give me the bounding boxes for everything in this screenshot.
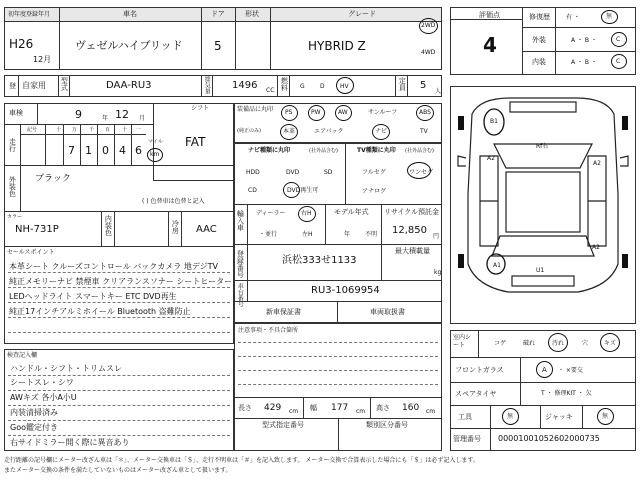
diag-a1: A1 xyxy=(493,262,501,269)
rating-divider xyxy=(522,7,523,75)
height: 160 xyxy=(402,403,420,413)
import-div3 xyxy=(381,204,382,245)
inspection-year-unit: 年 xyxy=(102,115,109,122)
mileage-div xyxy=(20,124,21,166)
exterior-color: ブラック xyxy=(35,174,71,184)
insp-rule-3 xyxy=(8,405,230,406)
m-div6 xyxy=(131,124,132,166)
door-label: ドア xyxy=(211,10,225,18)
shape-label: 形状 xyxy=(245,10,259,18)
exterior-color-label: 外装色 xyxy=(8,176,17,197)
mgmt-div xyxy=(490,428,491,451)
rating-row2 xyxy=(522,51,636,52)
notes-rule-1 xyxy=(238,342,438,343)
equip-airbag: エアバック xyxy=(314,128,344,135)
class-number-label: 類別区分番号 xyxy=(366,421,408,429)
rear-window xyxy=(492,236,594,256)
interior-sel: C xyxy=(616,58,621,65)
height-label: 高さ xyxy=(376,404,390,412)
interior-color-label: 内装色 xyxy=(104,215,113,236)
digit-2: 0 xyxy=(102,144,109,157)
tv-fullseg: フルセグ xyxy=(362,169,386,176)
inspection-month-unit: 月 xyxy=(139,115,146,122)
tv-analog: アナログ xyxy=(362,188,387,195)
doors: 5 xyxy=(214,39,222,53)
mgmt-label: 管理番号 xyxy=(453,435,481,443)
recycle-label: リサイクル預託金 xyxy=(384,208,440,216)
insp-rule-1 xyxy=(8,375,230,376)
inspection-month: 12 xyxy=(115,108,129,121)
equip-abs: ABS xyxy=(419,109,431,116)
place-4: 十 xyxy=(122,127,128,133)
glass-label: フロントガラス xyxy=(455,366,504,374)
sales-line-3: 純正17インチアルミホイール Bluetooth 盗難防止 xyxy=(9,307,191,316)
cc-div2 xyxy=(114,211,115,247)
shift: FAT xyxy=(185,135,206,149)
recycle-unit: 円 xyxy=(433,233,440,240)
digit-3: 4 xyxy=(119,144,126,157)
wheel-rr xyxy=(622,254,628,268)
place-3: 百 xyxy=(105,127,111,133)
rating-inner-divider xyxy=(555,7,556,75)
disp-label: 排気量 xyxy=(203,76,211,94)
sales-rule-2 xyxy=(8,287,230,288)
plate-label: 登録番号 xyxy=(236,250,245,278)
interior-opts: A ・ B ・ xyxy=(571,59,597,66)
equipment-label: 装備品に丸印 xyxy=(237,106,274,113)
ext-div xyxy=(20,165,21,212)
jack-div xyxy=(540,405,541,429)
wheel-rl xyxy=(458,254,464,268)
model-year-label: モデル年式 xyxy=(334,208,369,216)
row2-div4 xyxy=(212,75,213,97)
reg-month: 12月 xyxy=(33,55,52,64)
sales-rule-3 xyxy=(8,302,230,303)
glass-div xyxy=(520,357,521,383)
import-right-h: 右H xyxy=(301,210,312,217)
insp-div xyxy=(37,103,38,125)
drive-2wd: 2WD xyxy=(421,22,436,29)
cc-div4 xyxy=(181,211,182,247)
max-load-kg: kg xyxy=(434,269,442,276)
jack-label: ジャッキ xyxy=(545,413,573,421)
notes-rule-2 xyxy=(238,356,438,357)
import-left-h: 左H xyxy=(302,231,313,238)
rating-row1 xyxy=(522,27,636,28)
chassis-value: RU3-1069954 xyxy=(311,285,380,296)
cc-div1 xyxy=(101,211,102,247)
sales-line-1: 純正メモリーナビ 禁煙車 クリアランスソナー シートヒーター xyxy=(9,277,233,286)
ac: AAC xyxy=(196,224,217,235)
is-scratch: キズ xyxy=(604,340,616,347)
m-div5 xyxy=(114,124,115,166)
diag-rf: Rf右 xyxy=(536,143,549,150)
plate-div2 xyxy=(381,244,382,281)
width-label: 幅 xyxy=(310,404,317,412)
equip-tv: TV xyxy=(420,128,428,135)
cc-unit: CC xyxy=(266,87,275,94)
recycle-value: 12,850 xyxy=(392,225,427,236)
fuel-g: G xyxy=(300,83,305,90)
inspector-label: 検査記入欄 xyxy=(7,352,38,359)
capacity: 5 xyxy=(420,80,427,91)
place-1: 万 xyxy=(72,127,78,133)
navi-hdd: HDD xyxy=(246,169,260,176)
left-mirror xyxy=(458,156,466,166)
inspector-line-3: 内装清掃済み xyxy=(10,408,58,417)
navi-cd: CD xyxy=(248,187,257,194)
plate-value: 浜松333せ1133 xyxy=(282,255,357,266)
repair-label: 修復歴 xyxy=(529,13,550,21)
repair-sel: 無 xyxy=(606,13,613,20)
displacement: 1496 xyxy=(232,80,258,91)
exterior-sel: C xyxy=(616,36,621,43)
sales-point-label: セールスポイント xyxy=(7,249,55,256)
row2-div0 xyxy=(18,75,19,97)
chassis-label: 車台番号 xyxy=(236,283,244,307)
notes-rule-3 xyxy=(238,370,438,371)
import-dealer: ディーラー xyxy=(256,210,286,217)
insp-rule-5 xyxy=(8,435,230,436)
grade: HYBRID Z xyxy=(308,39,366,53)
digit-1: 1 xyxy=(85,144,92,157)
spare-label: スペアタイヤ xyxy=(455,390,497,398)
mileage-label: 走行 xyxy=(8,138,17,152)
length: 429 xyxy=(264,403,282,413)
navi-type-label: ナビ種類に丸印 xyxy=(248,147,291,154)
color-code-label: カラー xyxy=(7,214,23,220)
model-year-unit: 年 xyxy=(344,231,351,238)
right-mirror xyxy=(620,156,628,166)
model-year-unknown: 不明 xyxy=(365,231,378,238)
row2-div6 xyxy=(289,75,290,97)
digit-4: 6 xyxy=(135,144,142,157)
fuel-d: D xyxy=(320,83,325,90)
sales-line-2: LEDヘッドライト スマートキー ETC DVD再生 xyxy=(9,292,177,301)
is-hole: 穴 xyxy=(582,340,589,347)
sales-rule-4 xyxy=(8,317,230,318)
insp-rule-2 xyxy=(8,390,230,391)
navi-dvd: DVD xyxy=(286,169,300,176)
fuel-sel: HV xyxy=(340,83,349,90)
roof xyxy=(506,172,580,232)
notes-box xyxy=(234,323,442,398)
spare-div xyxy=(520,382,521,406)
navi-type-sub: (社外品含む) xyxy=(309,148,338,154)
model-code: DAA-RU3 xyxy=(106,80,152,91)
type-label: 型式 xyxy=(60,77,69,91)
mgmt-value: 00001001052602000735 xyxy=(498,434,600,443)
tv-oneseg: ワンセグ xyxy=(409,169,434,176)
width-cm: cm xyxy=(356,408,366,415)
sales-rule-5 xyxy=(8,332,230,333)
spare-options: T ・ 修理KIT ・ 欠 xyxy=(541,390,592,397)
m-div3 xyxy=(80,124,81,166)
notes-rule-4 xyxy=(238,384,438,385)
drive-4wd: 4WD xyxy=(421,49,436,56)
diag-a2-rear: A2 xyxy=(592,244,600,251)
rating-score: 4 xyxy=(483,33,497,57)
diag-a2-right: A2 xyxy=(593,160,601,167)
footer-line-1: 走行距離の記号欄にメーター改ざん車は「＊」、メーター交換車は「＄」、走行不明車は「＃」を記入致します。 メーター交換で合算表示した場合にも「＄」は必ず記入します。 xyxy=(4,457,479,464)
import-label: 輸入車 xyxy=(236,210,245,231)
equip-navi: ナビ xyxy=(375,128,388,135)
insp-rule-4 xyxy=(8,420,230,421)
place-0: 十 xyxy=(56,127,62,133)
grade-label: グレード xyxy=(348,10,376,18)
sales-line-0: 本革シート クルーズコントロール バックカメラ 地デジTV xyxy=(9,262,219,271)
wheel-fl xyxy=(458,116,464,130)
row2-div3 xyxy=(201,75,202,97)
navi-sd: SD xyxy=(324,169,333,176)
equipment-sublabel: (純正のみ) xyxy=(237,128,261,134)
car-name: ヴェゼルハイブリッド xyxy=(75,39,183,52)
reg-era-year: H26 xyxy=(9,37,34,51)
cc-div3 xyxy=(168,211,169,247)
height-cm: cm xyxy=(426,408,436,415)
digit-0: 7 xyxy=(68,144,75,157)
interior-grade-label: 内装 xyxy=(532,58,546,66)
equip-ps: PS xyxy=(285,109,293,116)
size-div1 xyxy=(303,397,304,419)
ac-label: 冷房 xyxy=(171,220,180,234)
use: 自家用 xyxy=(22,81,46,90)
place-5: 一 xyxy=(136,127,142,133)
is-dirt: コゲ xyxy=(494,340,507,347)
inspector-line-0: ハンドル・シフト・トリムスレ xyxy=(10,364,122,373)
jack-sel: 無 xyxy=(602,413,609,420)
tools-label: 工具 xyxy=(458,413,472,421)
equip-aw: AW xyxy=(338,109,348,116)
diag-a2-left: A2 xyxy=(487,155,495,162)
length-label: 長さ xyxy=(238,404,252,412)
jack-div2 xyxy=(582,405,583,429)
mileage-unit-label: 記号 xyxy=(27,127,38,133)
tools-sel: 無 xyxy=(507,413,514,420)
mileage-head-line xyxy=(20,134,146,135)
row2-div5 xyxy=(277,75,278,97)
navi-dvd-play: DVD再生可 xyxy=(287,187,319,194)
row2-div7 xyxy=(395,75,396,97)
inspector-line-1: シートスレ・シワ xyxy=(10,378,74,387)
equip-pw: PW xyxy=(311,109,321,116)
type-div xyxy=(338,418,339,451)
rating-label: 評価点 xyxy=(479,11,500,19)
type-designation-label: 型式指定番号 xyxy=(262,421,304,429)
inspection-year: 9 xyxy=(75,108,82,121)
cap-label: 定員 xyxy=(398,77,407,91)
tools-div xyxy=(490,405,491,429)
plate-div xyxy=(247,244,248,281)
car-name-label: 車名 xyxy=(123,10,137,18)
is-soil: 汚れ xyxy=(552,340,565,347)
m-div2 xyxy=(63,124,64,166)
exterior-opts: A ・ B ・ xyxy=(571,37,597,44)
size-div2 xyxy=(370,397,371,419)
color-change-note: ( ) 色替車は色替と記入 xyxy=(142,198,205,205)
sales-rule-1 xyxy=(8,272,230,273)
tv-type-label: TV種類に丸印 xyxy=(357,147,396,154)
length-cm: cm xyxy=(289,408,299,415)
notes-label: 注意事項・不具合箇所 xyxy=(238,327,299,334)
glass-swap: ・ ×要交 xyxy=(558,367,583,374)
width: 177 xyxy=(331,403,349,413)
inspector-line-4: Goo鑑定付き xyxy=(10,423,58,432)
interior-state-label: 室内シート xyxy=(453,334,472,349)
row2-div2 xyxy=(69,75,70,97)
new-car-warranty: 新車保証書 xyxy=(266,308,301,316)
km-sel: km xyxy=(150,151,160,158)
place-2: 千 xyxy=(89,127,95,133)
is-div xyxy=(478,330,479,358)
color-code: NH-731P xyxy=(15,224,59,235)
import-div2 xyxy=(325,204,326,245)
mile-label: マイル xyxy=(148,139,163,145)
rear-bumper xyxy=(512,276,574,286)
row2-div8 xyxy=(407,75,408,97)
is-tear: 破れ xyxy=(523,340,536,347)
reg-year-label: 初年度登録年月 xyxy=(8,11,51,18)
row2-div1 xyxy=(58,75,59,97)
diag-b1: B1 xyxy=(490,118,498,125)
m-div1 xyxy=(45,124,46,166)
import-div1 xyxy=(247,204,248,245)
person-unit: 人 xyxy=(435,88,442,95)
footer-line-2: またメーター交換の条件を満たしていないものはメーター改ざん車として扱います。 xyxy=(4,467,232,474)
front-bumper xyxy=(510,102,576,112)
car-outline-svg xyxy=(450,86,636,324)
inspection-label: 車検 xyxy=(9,109,23,117)
shift-label: シフト xyxy=(191,105,210,112)
exterior-grade-label: 外装 xyxy=(532,36,546,44)
tv-type-sub: (社外品含む) xyxy=(405,148,434,154)
repair-opts: 有 ・ xyxy=(566,14,580,21)
fuel-label: 燃料 xyxy=(280,77,289,91)
use-mark: 登 xyxy=(9,82,16,90)
manual: 車両取扱書 xyxy=(370,308,405,316)
equip-sunroof: サンルーフ xyxy=(368,109,398,116)
m-div4 xyxy=(97,124,98,166)
diag-u1: U1 xyxy=(536,267,545,274)
glass-sel: A xyxy=(542,366,547,374)
rating-hline xyxy=(450,19,522,20)
inspector-line-5: 右サイドミラー開く際に異音あり xyxy=(10,438,130,447)
max-load-label: 最大積載量 xyxy=(395,247,430,255)
chassis-div xyxy=(247,280,248,302)
wheel-fr xyxy=(622,116,628,130)
import-parallel: ・並行 xyxy=(259,231,278,238)
car-body-outline xyxy=(468,98,618,292)
inspector-line-2: AWキズ 各小A小U xyxy=(10,393,77,402)
equip-leather: 本革 xyxy=(283,128,296,135)
